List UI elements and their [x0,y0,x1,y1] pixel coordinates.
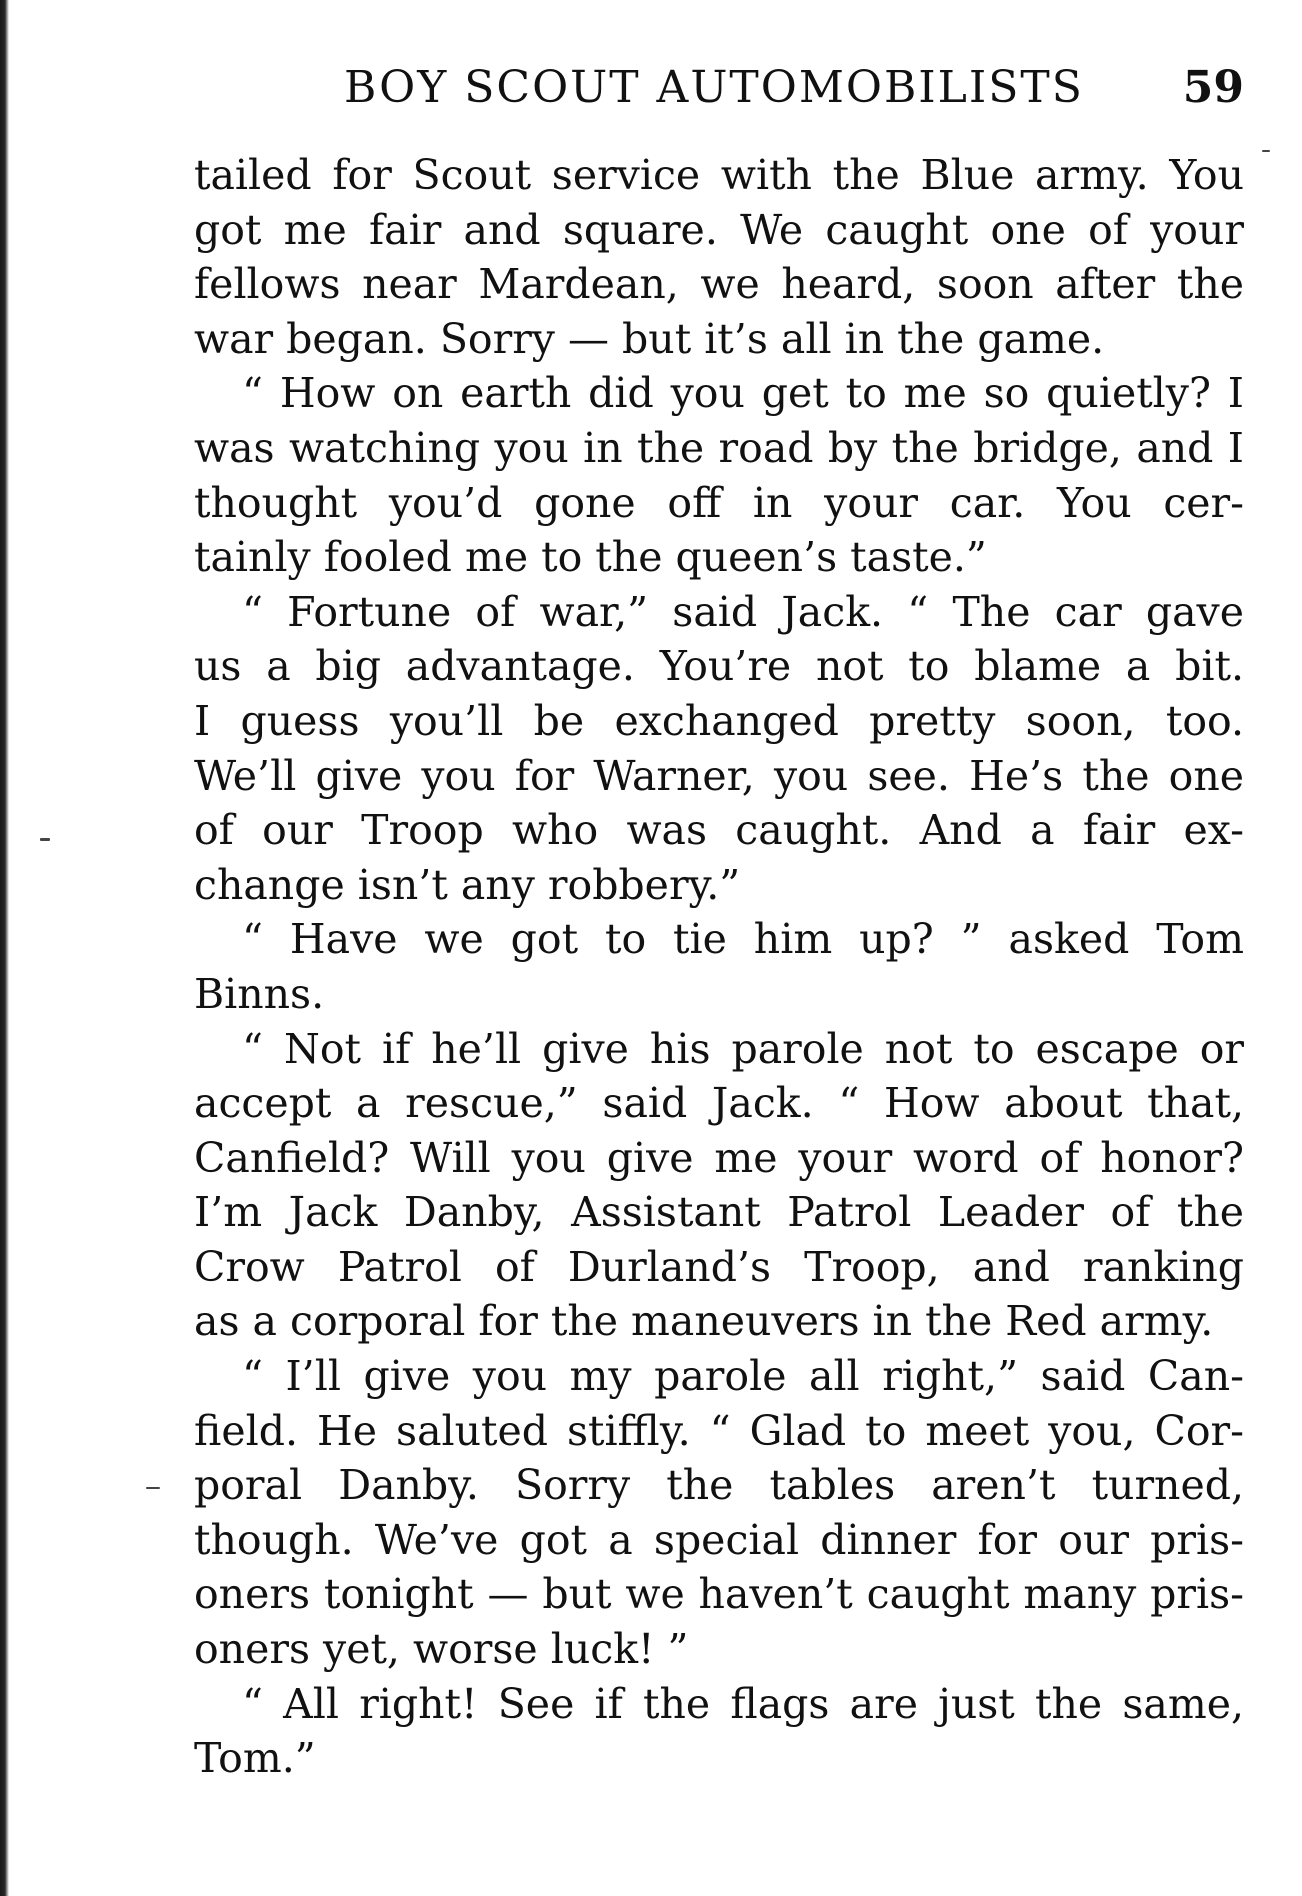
text-line: was watching you in the road by the bridge, and I [194,423,1244,472]
print-speck [146,1487,160,1489]
text-line: though. We’ve got a special dinner for our pris- [194,1515,1244,1564]
text-line: tailed for Scout service with the Blue army. You [194,151,1244,199]
text-line: change isn’t any robbery.” [194,860,741,909]
text-line: We’ll give you for Warner, you see. He’s the one [194,751,1244,800]
text-line: Crow Patrol of Durland’s Troop, and ranking [194,1242,1244,1291]
body-text [194,148,1244,1786]
page-header [344,62,1244,112]
text-line: poral Danby. Sorry the tables aren’t turned, [194,1461,1244,1510]
text-line: oners yet, worse luck! ” [194,1625,689,1674]
page-number: 59 [1182,62,1244,113]
text-line: “ I’ll give you my parole all right,” said Can- [242,1352,1244,1401]
text-line: “ Have we got to tie him up? ” asked Tom [242,915,1244,964]
text-line: Tom.” [194,1734,316,1783]
text-line: “ All right! See if the flags are just the same, [242,1679,1244,1728]
text-line: “ Not if he’ll give his parole not to escape or [242,1024,1244,1073]
text-line: I’m Jack Danby, Assistant Patrol Leader of the [194,1188,1244,1237]
text-line: thought you’d gone off in your car. You cer- [194,478,1244,527]
text-line: fellows near Mardean, we heard, soon after the [194,260,1244,309]
text-line: I guess you’ll be exchanged pretty soon, too. [194,696,1244,745]
text-line: accept a rescue,” said Jack. “ How about that, [194,1079,1244,1128]
binding-edge [0,0,9,1896]
text-line: Canfield? Will you give me your word of honor? [194,1133,1244,1182]
text-line: “ How on earth did you get to me so quietly? I [242,369,1244,418]
text-line: oners tonight — but we haven’t caught many pris- [194,1570,1244,1619]
print-speck [1262,150,1270,152]
text-line: us a big advantage. You’re not to blame a bit. [194,642,1244,691]
text-line: tainly fooled me to the queen’s taste.” [194,533,987,582]
text-line: of our Troop who was caught. And a fair ex- [194,806,1244,855]
text-line: Binns. [194,969,325,1018]
text-line: field. He saluted stiffly. “ Glad to meet you, Cor- [194,1406,1244,1455]
running-head: BOY SCOUT AUTOMOBILISTS [344,62,1084,113]
text-line: as a corporal for the maneuvers in the Red army. [194,1297,1214,1346]
print-speck [40,838,50,841]
text-line: got me fair and square. We caught one of your [194,205,1244,254]
text-line: war began. Sorry — but it’s all in the game. [194,314,1105,363]
text-line: “ Fortune of war,” said Jack. “ The car gave [242,587,1244,636]
